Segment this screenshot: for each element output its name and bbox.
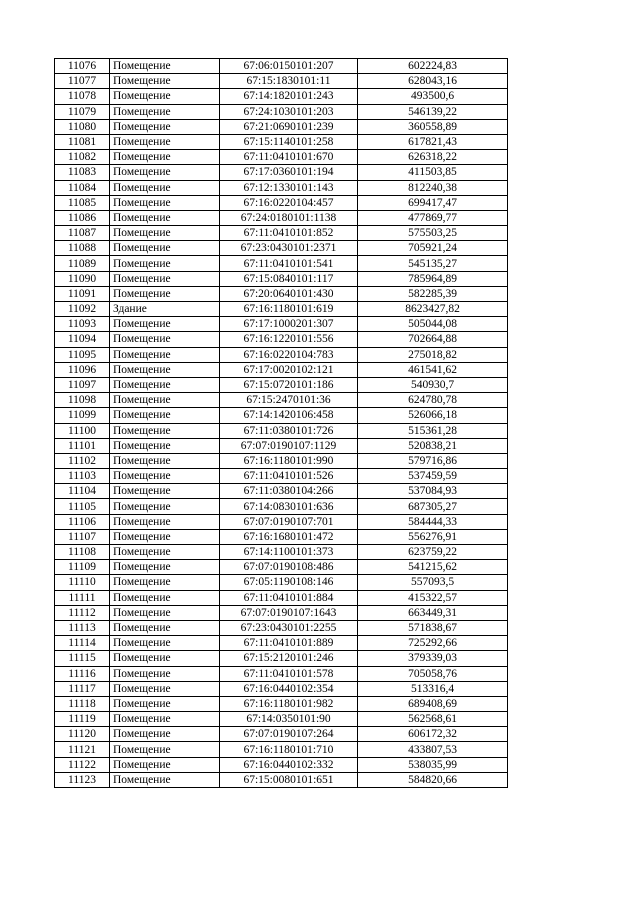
object-type-cell: Здание — [110, 302, 220, 317]
row-number-cell: 11098 — [55, 393, 110, 408]
row-number-cell: 11091 — [55, 286, 110, 301]
row-number-cell: 11084 — [55, 180, 110, 195]
object-type-cell: Помещение — [110, 134, 220, 149]
cadastral-number-cell: 67:11:0410101:670 — [220, 150, 358, 165]
cadastral-value-cell: 562568,61 — [358, 712, 508, 727]
cadastral-number-cell: 67:23:0430101:2371 — [220, 241, 358, 256]
table-row — [55, 620, 508, 635]
object-type-cell: Помещение — [110, 362, 220, 377]
table-row — [55, 241, 508, 256]
row-number-cell: 11078 — [55, 89, 110, 104]
cadastral-value-cell: 513316,4 — [358, 681, 508, 696]
table-row — [55, 469, 508, 484]
table-row — [55, 104, 508, 119]
cadastral-value-cell: 546139,22 — [358, 104, 508, 119]
row-number-cell: 11090 — [55, 271, 110, 286]
object-type-cell: Помещение — [110, 377, 220, 392]
object-type-cell: Помещение — [110, 514, 220, 529]
row-number-cell: 11111 — [55, 590, 110, 605]
cadastral-number-cell: 67:24:1030101:203 — [220, 104, 358, 119]
object-type-cell: Помещение — [110, 119, 220, 134]
cadastral-number-cell: 67:11:0380101:726 — [220, 423, 358, 438]
row-number-cell: 11102 — [55, 453, 110, 468]
cadastral-value-cell: 493500,6 — [358, 89, 508, 104]
cadastral-number-cell: 67:07:0190107:1129 — [220, 438, 358, 453]
object-type-cell: Помещение — [110, 286, 220, 301]
cadastral-value-cell: 705058,76 — [358, 666, 508, 681]
cadastral-value-table — [54, 58, 508, 788]
cadastral-value-cell: 575503,25 — [358, 226, 508, 241]
table-row — [55, 636, 508, 651]
cadastral-value-cell: 812240,38 — [358, 180, 508, 195]
row-number-cell: 11093 — [55, 317, 110, 332]
object-type-cell: Помещение — [110, 165, 220, 180]
object-type-cell: Помещение — [110, 727, 220, 742]
table-row — [55, 727, 508, 742]
cadastral-value-cell: 541215,62 — [358, 560, 508, 575]
table-row — [55, 545, 508, 560]
cadastral-value-cell: 624780,78 — [358, 393, 508, 408]
cadastral-number-cell: 67:15:2120101:246 — [220, 651, 358, 666]
cadastral-value-cell: 540930,7 — [358, 377, 508, 392]
object-type-cell: Помещение — [110, 620, 220, 635]
cadastral-value-cell: 628043,16 — [358, 74, 508, 89]
cadastral-number-cell: 67:15:1140101:258 — [220, 134, 358, 149]
cadastral-number-cell: 67:23:0430101:2255 — [220, 620, 358, 635]
row-number-cell: 11122 — [55, 757, 110, 772]
row-number-cell: 11116 — [55, 666, 110, 681]
object-type-cell: Помещение — [110, 757, 220, 772]
object-type-cell: Помещение — [110, 195, 220, 210]
table-row — [55, 74, 508, 89]
table-row — [55, 514, 508, 529]
cadastral-number-cell: 67:16:1180101:982 — [220, 696, 358, 711]
table-row — [55, 347, 508, 362]
row-number-cell: 11120 — [55, 727, 110, 742]
cadastral-number-cell: 67:14:1820101:243 — [220, 89, 358, 104]
object-type-cell: Помещение — [110, 484, 220, 499]
cadastral-number-cell: 67:24:0180101:1138 — [220, 210, 358, 225]
table-row — [55, 681, 508, 696]
table-row — [55, 712, 508, 727]
table-row — [55, 590, 508, 605]
table-row — [55, 393, 508, 408]
cadastral-number-cell: 67:16:1180101:990 — [220, 453, 358, 468]
object-type-cell: Помещение — [110, 104, 220, 119]
row-number-cell: 11117 — [55, 681, 110, 696]
table-row — [55, 484, 508, 499]
row-number-cell: 11081 — [55, 134, 110, 149]
cadastral-number-cell: 67:11:0380104:266 — [220, 484, 358, 499]
table-row — [55, 575, 508, 590]
row-number-cell: 11076 — [55, 59, 110, 74]
cadastral-value-cell: 275018,82 — [358, 347, 508, 362]
cadastral-value-cell: 617821,43 — [358, 134, 508, 149]
cadastral-value-cell: 557093,5 — [358, 575, 508, 590]
table-row — [55, 423, 508, 438]
cadastral-value-cell: 687305,27 — [358, 499, 508, 514]
object-type-cell: Помещение — [110, 712, 220, 727]
object-type-cell: Помещение — [110, 499, 220, 514]
table-row — [55, 165, 508, 180]
object-type-cell: Помещение — [110, 423, 220, 438]
table-row — [55, 286, 508, 301]
row-number-cell: 11123 — [55, 772, 110, 787]
cadastral-value-cell: 526066,18 — [358, 408, 508, 423]
table-row — [55, 696, 508, 711]
cadastral-number-cell: 67:15:1830101:11 — [220, 74, 358, 89]
table-row — [55, 362, 508, 377]
table-row — [55, 377, 508, 392]
table-row — [55, 256, 508, 271]
row-number-cell: 11100 — [55, 423, 110, 438]
object-type-cell: Помещение — [110, 89, 220, 104]
table-row — [55, 119, 508, 134]
cadastral-value-cell: 689408,69 — [358, 696, 508, 711]
cadastral-value-cell: 579716,86 — [358, 453, 508, 468]
cadastral-value-cell: 537459,59 — [358, 469, 508, 484]
object-type-cell: Помещение — [110, 636, 220, 651]
object-type-cell: Помещение — [110, 150, 220, 165]
cadastral-value-cell: 582285,39 — [358, 286, 508, 301]
row-number-cell: 11087 — [55, 226, 110, 241]
table-row — [55, 89, 508, 104]
table-row — [55, 150, 508, 165]
row-number-cell: 11077 — [55, 74, 110, 89]
row-number-cell: 11107 — [55, 529, 110, 544]
table-row — [55, 226, 508, 241]
table-row — [55, 59, 508, 74]
object-type-cell: Помещение — [110, 590, 220, 605]
object-type-cell: Помещение — [110, 560, 220, 575]
cadastral-value-cell: 461541,62 — [358, 362, 508, 377]
cadastral-number-cell: 67:07:0190107:264 — [220, 727, 358, 742]
object-type-cell: Помещение — [110, 241, 220, 256]
table-row — [55, 651, 508, 666]
table-row — [55, 757, 508, 772]
cadastral-number-cell: 67:12:1330101:143 — [220, 180, 358, 195]
cadastral-number-cell: 67:17:1000201:307 — [220, 317, 358, 332]
cadastral-number-cell: 67:16:1180101:710 — [220, 742, 358, 757]
cadastral-value-cell: 725292,66 — [358, 636, 508, 651]
cadastral-number-cell: 67:11:0410101:852 — [220, 226, 358, 241]
cadastral-value-cell: 606172,32 — [358, 727, 508, 742]
row-number-cell: 11088 — [55, 241, 110, 256]
row-number-cell: 11092 — [55, 302, 110, 317]
cadastral-value-cell: 702664,88 — [358, 332, 508, 347]
object-type-cell: Помещение — [110, 651, 220, 666]
cadastral-value-cell: 584820,66 — [358, 772, 508, 787]
cadastral-number-cell: 67:16:0440102:332 — [220, 757, 358, 772]
table-row — [55, 499, 508, 514]
row-number-cell: 11118 — [55, 696, 110, 711]
object-type-cell: Помещение — [110, 393, 220, 408]
cadastral-number-cell: 67:11:0410101:578 — [220, 666, 358, 681]
table-row — [55, 332, 508, 347]
row-number-cell: 11082 — [55, 150, 110, 165]
row-number-cell: 11104 — [55, 484, 110, 499]
object-type-cell: Помещение — [110, 575, 220, 590]
row-number-cell: 11106 — [55, 514, 110, 529]
cadastral-number-cell: 67:07:0190107:1643 — [220, 605, 358, 620]
object-type-cell: Помещение — [110, 772, 220, 787]
object-type-cell: Помещение — [110, 696, 220, 711]
cadastral-number-cell: 67:16:1220101:556 — [220, 332, 358, 347]
object-type-cell: Помещение — [110, 408, 220, 423]
row-number-cell: 11109 — [55, 560, 110, 575]
object-type-cell: Помещение — [110, 210, 220, 225]
cadastral-value-cell: 699417,47 — [358, 195, 508, 210]
object-type-cell: Помещение — [110, 453, 220, 468]
row-number-cell: 11112 — [55, 605, 110, 620]
row-number-cell: 11083 — [55, 165, 110, 180]
table-row — [55, 180, 508, 195]
object-type-cell: Помещение — [110, 256, 220, 271]
cadastral-value-cell: 415322,57 — [358, 590, 508, 605]
cadastral-value-cell: 433807,53 — [358, 742, 508, 757]
row-number-cell: 11110 — [55, 575, 110, 590]
cadastral-value-cell: 545135,27 — [358, 256, 508, 271]
cadastral-number-cell: 67:15:0080101:651 — [220, 772, 358, 787]
cadastral-value-cell: 477869,77 — [358, 210, 508, 225]
cadastral-number-cell: 67:16:0440102:354 — [220, 681, 358, 696]
cadastral-value-cell: 623759,22 — [358, 545, 508, 560]
table-body — [55, 59, 508, 788]
table-row — [55, 438, 508, 453]
object-type-cell: Помещение — [110, 605, 220, 620]
object-type-cell: Помещение — [110, 180, 220, 195]
cadastral-value-cell: 8623427,82 — [358, 302, 508, 317]
row-number-cell: 11108 — [55, 545, 110, 560]
row-number-cell: 11121 — [55, 742, 110, 757]
cadastral-value-cell: 520838,21 — [358, 438, 508, 453]
cadastral-value-cell: 571838,67 — [358, 620, 508, 635]
cadastral-value-cell: 537084,93 — [358, 484, 508, 499]
cadastral-value-cell: 538035,99 — [358, 757, 508, 772]
row-number-cell: 11114 — [55, 636, 110, 651]
row-number-cell: 11094 — [55, 332, 110, 347]
table-row — [55, 195, 508, 210]
cadastral-number-cell: 67:15:2470101:36 — [220, 393, 358, 408]
object-type-cell: Помещение — [110, 74, 220, 89]
object-type-cell: Помещение — [110, 438, 220, 453]
cadastral-number-cell: 67:07:0190108:486 — [220, 560, 358, 575]
cadastral-number-cell: 67:15:0720101:186 — [220, 377, 358, 392]
table-row — [55, 742, 508, 757]
cadastral-value-cell: 626318,22 — [358, 150, 508, 165]
table-row — [55, 453, 508, 468]
cadastral-value-cell: 515361,28 — [358, 423, 508, 438]
object-type-cell: Помещение — [110, 469, 220, 484]
cadastral-number-cell: 67:16:1680101:472 — [220, 529, 358, 544]
object-type-cell: Помещение — [110, 332, 220, 347]
row-number-cell: 11096 — [55, 362, 110, 377]
object-type-cell: Помещение — [110, 666, 220, 681]
cadastral-value-cell: 556276,91 — [358, 529, 508, 544]
row-number-cell: 11103 — [55, 469, 110, 484]
cadastral-number-cell: 67:17:0020102:121 — [220, 362, 358, 377]
cadastral-number-cell: 67:16:0220104:457 — [220, 195, 358, 210]
cadastral-number-cell: 67:05:1190108:146 — [220, 575, 358, 590]
row-number-cell: 11119 — [55, 712, 110, 727]
object-type-cell: Помещение — [110, 681, 220, 696]
table-row — [55, 210, 508, 225]
cadastral-number-cell: 67:11:0410101:884 — [220, 590, 358, 605]
cadastral-value-cell: 785964,89 — [358, 271, 508, 286]
cadastral-number-cell: 67:07:0190107:701 — [220, 514, 358, 529]
cadastral-value-cell: 505044,08 — [358, 317, 508, 332]
cadastral-value-cell: 602224,83 — [358, 59, 508, 74]
object-type-cell: Помещение — [110, 529, 220, 544]
row-number-cell: 11101 — [55, 438, 110, 453]
cadastral-number-cell: 67:16:1180101:619 — [220, 302, 358, 317]
cadastral-number-cell: 67:11:0410101:526 — [220, 469, 358, 484]
table-row — [55, 560, 508, 575]
table-row — [55, 271, 508, 286]
row-number-cell: 11105 — [55, 499, 110, 514]
table-row — [55, 529, 508, 544]
row-number-cell: 11079 — [55, 104, 110, 119]
cadastral-number-cell: 67:20:0640101:430 — [220, 286, 358, 301]
row-number-cell: 11113 — [55, 620, 110, 635]
cadastral-number-cell: 67:16:0220104:783 — [220, 347, 358, 362]
object-type-cell: Помещение — [110, 545, 220, 560]
table-row — [55, 772, 508, 787]
table-row — [55, 134, 508, 149]
cadastral-number-cell: 67:14:1420106:458 — [220, 408, 358, 423]
cadastral-value-cell: 360558,89 — [358, 119, 508, 134]
cadastral-number-cell: 67:15:0840101:117 — [220, 271, 358, 286]
object-type-cell: Помещение — [110, 742, 220, 757]
table-row — [55, 317, 508, 332]
cadastral-number-cell: 67:14:1100101:373 — [220, 545, 358, 560]
table-row — [55, 408, 508, 423]
cadastral-number-cell: 67:06:0150101:207 — [220, 59, 358, 74]
cadastral-value-cell: 379339,03 — [358, 651, 508, 666]
object-type-cell: Помещение — [110, 59, 220, 74]
cadastral-number-cell: 67:14:0830101:636 — [220, 499, 358, 514]
row-number-cell: 11085 — [55, 195, 110, 210]
cadastral-value-cell: 584444,33 — [358, 514, 508, 529]
object-type-cell: Помещение — [110, 317, 220, 332]
cadastral-value-cell: 705921,24 — [358, 241, 508, 256]
row-number-cell: 11115 — [55, 651, 110, 666]
object-type-cell: Помещение — [110, 226, 220, 241]
table-row — [55, 605, 508, 620]
cadastral-number-cell: 67:11:0410101:541 — [220, 256, 358, 271]
cadastral-number-cell: 67:17:0360101:194 — [220, 165, 358, 180]
row-number-cell: 11095 — [55, 347, 110, 362]
cadastral-number-cell: 67:21:0690101:239 — [220, 119, 358, 134]
cadastral-number-cell: 67:14:0350101:90 — [220, 712, 358, 727]
row-number-cell: 11080 — [55, 119, 110, 134]
row-number-cell: 11086 — [55, 210, 110, 225]
cadastral-number-cell: 67:11:0410101:889 — [220, 636, 358, 651]
row-number-cell: 11089 — [55, 256, 110, 271]
object-type-cell: Помещение — [110, 347, 220, 362]
table-row — [55, 666, 508, 681]
table-row — [55, 302, 508, 317]
cadastral-value-cell: 663449,31 — [358, 605, 508, 620]
row-number-cell: 11099 — [55, 408, 110, 423]
cadastral-value-cell: 411503,85 — [358, 165, 508, 180]
row-number-cell: 11097 — [55, 377, 110, 392]
object-type-cell: Помещение — [110, 271, 220, 286]
